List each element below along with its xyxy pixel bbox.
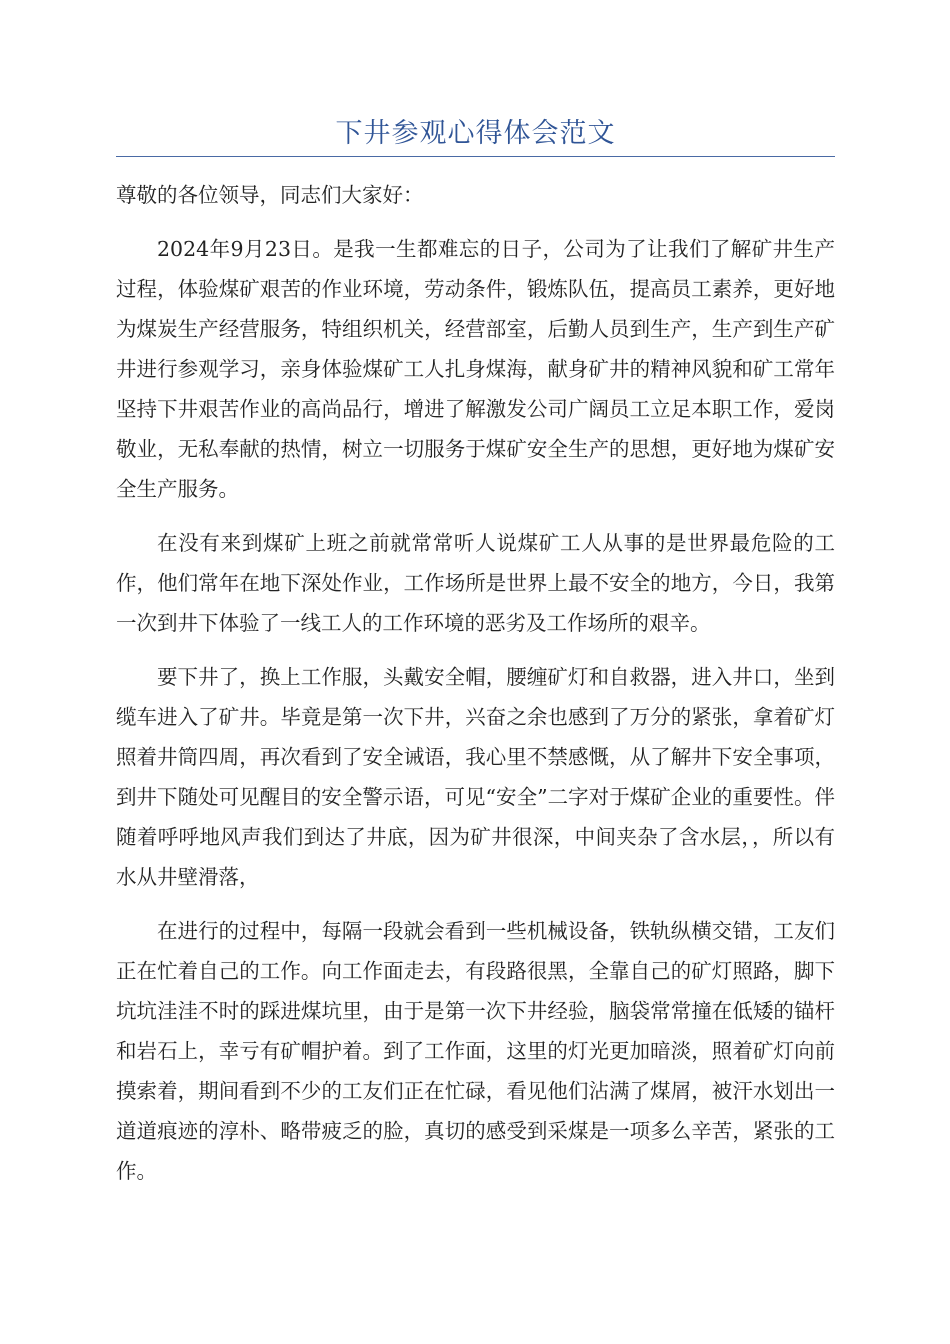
document-body <box>116 175 835 1191</box>
paragraph-3: 要下井了，换上工作服，头戴安全帽，腰缠矿灯和自救器，进入井口，坐到缆车进入了矿井。毕竟是第一次下井，兴奋之余也感到了万分的紧张，拿着矿灯照着井筒四周，再次看到了安全诫语，我心里不禁感慨，从了解井下安全事项，到井下随处可见醒目的安全警示语，可见“安全”二字对于煤矿企业的重要性。伴随着呼呼地风声我们到达了井底，因为矿井很深，中间夹杂了含水层，，所以有水从井壁滑落， <box>116 665 835 889</box>
greeting-line: 尊敬的各位领导，同志们大家好： <box>116 183 424 207</box>
paragraph-2: 在没有来到煤矿上班之前就常常听人说煤矿工人从事的是世界最危险的工作，他们常年在地下深处作业，工作场所是世界上最不安全的地方，今日，我第一次到井下体验了一线工人的工作环境的恶劣及工作场所的艰辛。 <box>116 531 835 635</box>
page-title: 下井参观心得体会范文 <box>335 118 616 149</box>
paragraph-4: 在进行的过程中，每隔一段就会看到一些机械设备，铁轨纵横交错，工友们正在忙着自己的工作。向工作面走去，有段路很黑，全靠自己的矿灯照路，脚下坑坑洼洼不时的踩进煤坑里，由于是第一次下井经验，脑袋常常撞在低矮的锚杆和岩石上，幸亏有矿帽护着。到了工作面，这里的灯光更加暗淡，照着矿灯向前摸索着，期间看到不少的工友们正在忙碌，看见他们沾满了煤屑，被汗水划出一道道痕迹的淳朴、略带疲乏的脸，真切的感受到采煤是一项多么辛苦，紧张的工作。 <box>116 919 835 1183</box>
paragraph-1: 2024年9月23日。是我一生都难忘的日子，公司为了让我们了解矿井生产过程，体验煤矿艰苦的作业环境，劳动条件，锻炼队伍，提高员工素养，更好地为煤炭生产经营服务，特组织机关，经营部室，后勤人员到生产，生产到生产矿井进行参观学习，亲身体验煤矿工人扎身煤海，献身矿井的精神风貌和矿工常年坚持下井艰苦作业的高尚品行，增进了解激发公司广阔员工立足本职工作，爱岗敬业，无私奉献的热情，树立一切服务于煤矿安全生产的思想，更好地为煤矿安全生产服务。 <box>116 237 835 501</box>
title-block <box>116 112 835 157</box>
